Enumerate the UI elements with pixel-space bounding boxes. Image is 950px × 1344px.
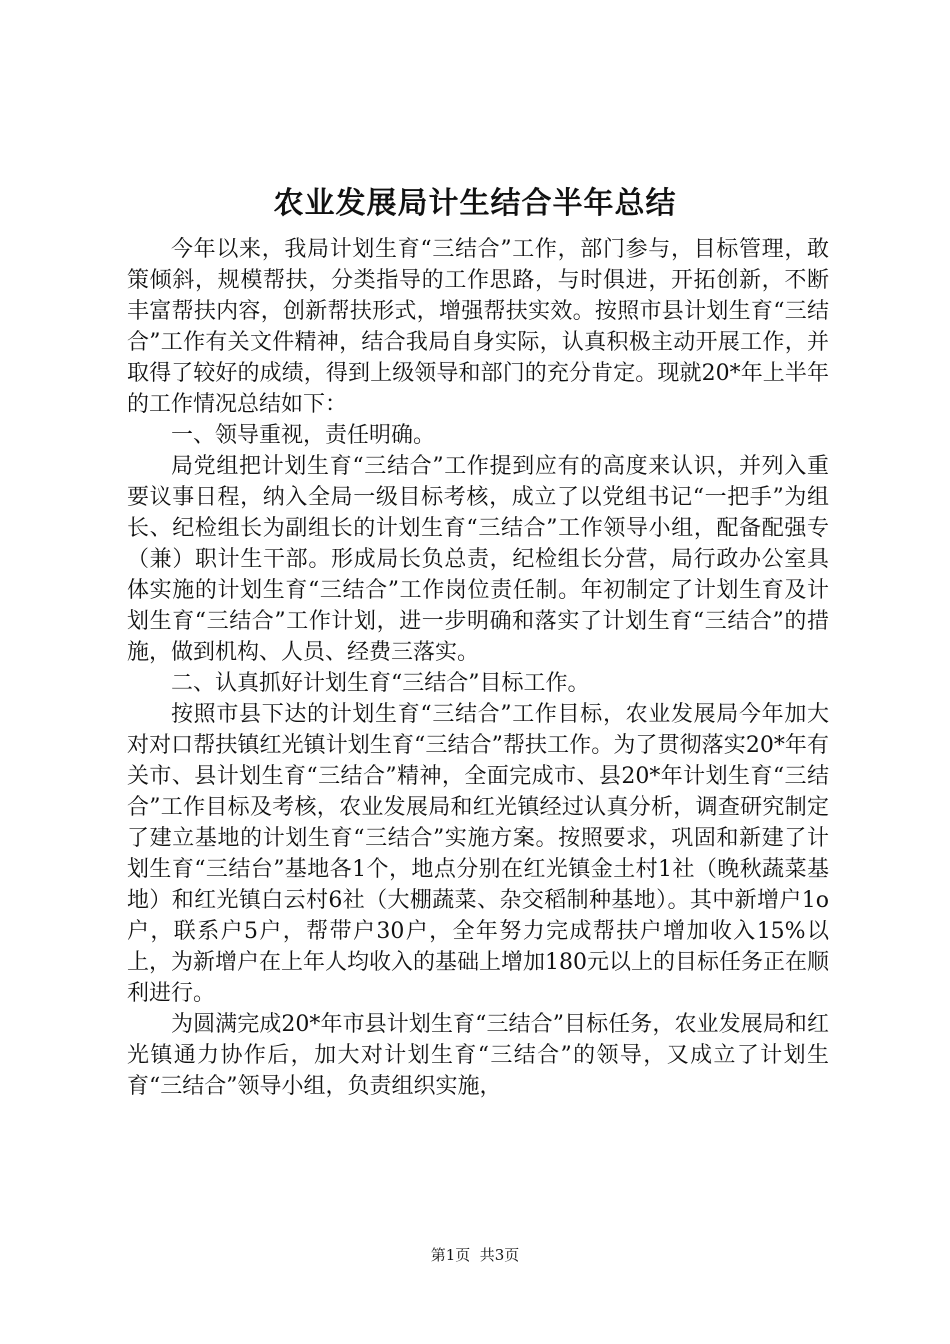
heading-section-1: 一、领导重视，责任明确。 — [171, 423, 436, 448]
heading-section-2: 二、认真抓好计划生育“三结合”目标工作。 — [171, 671, 590, 696]
paragraph-section-2: 按照市县下达的计划生育“三结合”工作目标，农业发展局今年加大对对口帮扶镇红光镇计划生育“三结合”帮扶工作。为了贯彻落实20*年有关市、县计划生育“三结合”精神，全面完成市、县20*年计划生育“三结合”工作目标及考核，农业发展局和红光镇经过认真分析，调查研究制定了建立基地的计划生育“三结合”实施方案。按照要求，巩固和新建了计划生育“三结台”基地各1个，地点分别在红光镇金土村1社（晚秋蔬菜基地）和红光镇白云村6社（大棚蔬菜、杂交稻制种基地）。其中新增户1o户，联系户5户，帮带户30户，全年努力完成帮扶户增加收入15%以上，为新增户在上年人均收入的基础上增加180元以上的目标任务正在顺利进行。 — [127, 702, 829, 1006]
page-number-label: 第1页 共3页 — [430, 1246, 520, 1264]
page-footer — [0, 1245, 950, 1265]
document-title: 农业发展局计生结合半年总结 — [273, 186, 677, 221]
paragraph-intro: 今年以来，我局计划生育“三结合”工作，部门参与，目标管理，敢策倾斜，规模帮扶，分类指导的工作思路，与时俱进，开拓创新，不断丰富帮扶内容，创新帮扶形式，增强帮扶实效。按照市县计划生育“三结合”工作有关文件精神，结合我局自身实际，认真积极主动开展工作，并取得了较好的成绩，得到上级领导和部门的充分肯定。现就20*年上半年的工作情况总结如下： — [127, 237, 829, 417]
paragraph-section-1: 局党组把计划生育“三结合”工作提到应有的高度来认识，并列入重要议事日程，纳入全局一级目标考核，成立了以党组书记“一把手”为组长、纪检组长为副组长的计划生育“三结合”工作领导小组，配备配强专（兼）职计生干部。形成局长负总责，纪检组长分营，局行政办公室具体实施的计划生育“三结合”工作岗位责任制。年初制定了计划生育及计划生育“三结合”工作计划，进一步明确和落实了计划生育“三结合”的措施，做到机构、人员、经费三落实。 — [127, 454, 829, 665]
document-body — [127, 234, 829, 1102]
paragraph-section-2-continued: 为圆满完成20*年市县计划生育“三结合”目标任务，农业发展局和红光镇通力协作后，加大对计划生育“三结合”的领导，又成立了计划生育“三结合”领导小组，负责组织实施， — [127, 1012, 829, 1099]
